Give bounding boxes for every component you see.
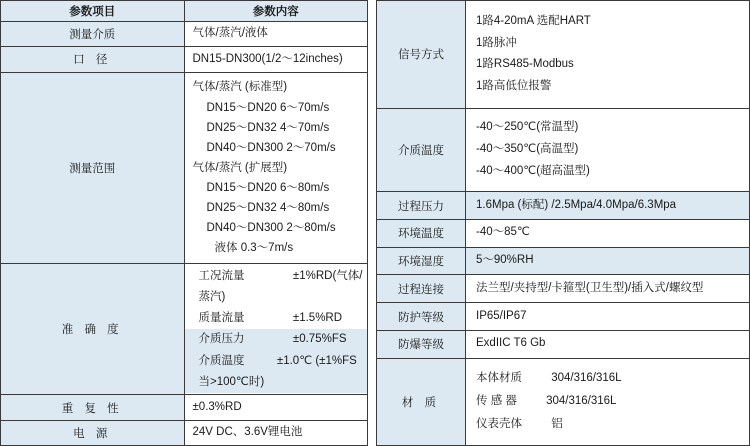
row-value-accuracy [184,264,368,395]
range-line: DN40～DN300 2～70m/s [206,141,336,154]
row-value-signal [466,1,750,109]
accuracy-item [185,266,368,309]
row-label-process-pressure: 过程压力 [377,192,466,220]
table-row-material [377,358,750,445]
range-line: 气体/蒸汽 (扩展型) [192,161,288,174]
medium-temp-line: -40～350℃(高温型) [476,143,579,156]
row-value-medium-temp [466,108,750,191]
row-value-ambient-humidity: 5～90%RH [466,247,750,275]
row-value-diameter: DN15-DN300(1/2～12inches) [184,47,368,72]
table-header-row [1,1,368,22]
material-name: 传 感 器 [476,395,517,408]
table-row-medium-temp [377,108,750,191]
table-row [377,219,750,247]
row-value-repeatability: ±0.3%RD [184,395,368,420]
row-value-medium: 气体/蒸汽/液体 [184,22,368,47]
signal-line: 1路RS485-Modbus [476,58,574,71]
material-value: 304/316/316L [546,395,617,408]
row-label-accuracy: 准 确 度 [1,264,185,395]
accuracy-item [185,329,368,350]
signal-line: 1路4-20mA 选配HART [476,14,591,27]
accuracy-item [185,308,343,329]
table-row [377,303,750,331]
row-label-medium-temp: 介质温度 [377,108,466,191]
table-row-accuracy [1,264,368,395]
table-row [377,275,750,303]
medium-temp-line: -40～250℃(常温型) [476,121,579,134]
row-label-process-connection: 过程连接 [377,275,466,303]
header-cell-content: 参数内容 [184,1,368,22]
accuracy-name: 质量流量 [198,312,245,325]
row-label-protection-grade: 防护等级 [377,303,466,331]
range-line: 液体 0.3～7m/s [214,242,294,255]
table-row [1,395,368,420]
material-item [476,390,749,413]
table-row [377,330,750,358]
row-label-explosion-grade: 防爆等级 [377,330,466,358]
table-row [1,22,368,47]
row-value-material [466,358,750,445]
row-label-medium: 测量介质 [1,22,185,47]
material-name: 本体材质 [476,372,522,385]
material-value: 铝 [551,418,563,431]
table-row [1,47,368,72]
signal-line: 1路脉冲 [476,36,517,49]
range-line: 气体/蒸汽 (标准型) [192,81,288,94]
row-label-ambient-humidity: 环境湿度 [377,247,466,275]
row-label-signal: 信号方式 [377,1,466,109]
range-line: DN25～DN32 4～80m/s [206,202,330,215]
accuracy-value: ±1.0℃ (±1%FS当>100℃时) [198,354,357,388]
medium-temp-line: -40～400℃(超高温型) [476,164,590,177]
right-table-wrapper [376,0,750,446]
header-cell-item: 参数项目 [1,1,185,22]
range-line: DN15～DN20 6～70m/s [206,101,330,114]
row-value-protection-grade: IP65/IP67 [466,303,750,331]
accuracy-item [185,351,368,394]
range-line: DN25～DN32 4～70m/s [206,121,330,134]
row-label-ambient-temp: 环境温度 [377,219,466,247]
accuracy-value: ±0.75%FS [292,333,347,346]
accuracy-value: ±1.5%RD [292,312,343,325]
accuracy-name: 工况流量 [198,269,245,282]
row-value-power: 24V DC、3.6V锂电池 [184,420,368,445]
accuracy-name: 介质压力 [198,333,245,346]
accuracy-value: ±1%RD(气体/蒸汽) [198,269,363,303]
row-value-process-connection: 法兰型/夹持型/卡箍型(卫生型)/插入式/螺纹型 [466,275,750,303]
range-line: DN40～DN300 2～80m/s [206,222,336,235]
material-name: 仪表壳体 [476,418,522,431]
table-row [1,420,368,445]
range-line: DN15～DN20 6～80m/s [206,182,330,194]
parameters-table-left [0,0,368,446]
accuracy-name: 介质温度 [198,354,245,367]
signal-line: 1路高低位报警 [476,80,552,93]
table-row-signal [377,1,750,109]
left-table-wrapper [0,0,368,446]
table-row [377,247,750,275]
row-value-ambient-temp: -40～85℃ [466,219,750,247]
parameters-table-right [376,0,750,446]
row-value-explosion-grade: ExdIIC T6 Gb [466,330,750,358]
row-label-repeatability: 重 复 性 [1,395,185,420]
row-label-power: 电 源 [1,420,185,445]
material-item [476,413,749,436]
row-label-diameter: 口 径 [1,47,185,72]
material-value: 304/316/316L [551,372,622,385]
row-value-process-pressure: 1.6Mpa (标配) /2.5Mpa/4.0Mpa/6.3Mpa [466,192,750,220]
material-item [476,367,749,390]
table-row [377,192,750,220]
row-label-material: 材 质 [377,358,466,445]
row-value-range [184,72,368,264]
row-label-range: 测量范围 [1,72,185,264]
table-row-range [1,72,368,264]
